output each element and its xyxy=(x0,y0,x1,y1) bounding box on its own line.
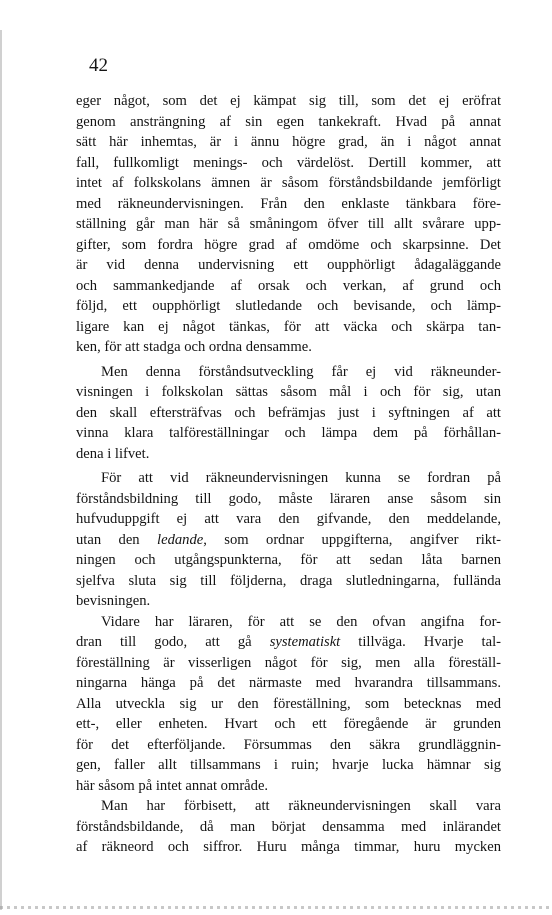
text-line xyxy=(76,530,501,551)
text-fragment: tillväga. Hvarje tal- xyxy=(340,634,502,650)
text-line: förståndsbildning till godo, måste läraren anse såsom sin xyxy=(76,490,501,507)
text-line: är vid denna undervisning ett oupphörligt ådagaläggande xyxy=(76,257,501,273)
text-line: ningen och utgångspunkterna, för att sedan låta barnen xyxy=(76,552,501,568)
text-line: vinna klara talföreställningar och lämpa dem på förhållan- xyxy=(76,425,501,441)
text-line: af räkneord och siffror. Huru många timmar, huru mycken xyxy=(76,839,501,855)
text-line: här såsom på intet annat område. xyxy=(76,777,269,794)
text-line: ställning går man här så småningom öfver till allt svårare upp- xyxy=(76,216,501,232)
text-line: Men denna förståndsutveckling får ej vid räkneunder- xyxy=(101,363,501,380)
text-line: och sammankedjande af orsak och verkan, af grund och xyxy=(76,277,501,294)
text-line: visningen i folkskolan sättas såsom mål i och för sig, utan xyxy=(76,384,501,400)
text-fragment: dran till godo, att gå xyxy=(76,634,270,650)
text-line: dena i lifvet. xyxy=(76,445,150,462)
text-line: För att vid räkneundervisningen kunna se fordran på xyxy=(101,470,501,486)
text-line: gifter, som fordra högre grad af omdöme och skarpsinne. Det xyxy=(76,236,501,253)
text-line: ken, för att stadga och ordna densamme. xyxy=(76,339,312,355)
text-line: föreställning är visserligen något för sig, men alla föreställ- xyxy=(76,654,501,671)
text-line: gen, faller allt tillsammans i ruin; hvarje lucka hämnar sig xyxy=(76,757,501,773)
text-line: sätt här inhemtas, är i ännu högre grad, än i något annat xyxy=(76,134,501,150)
body-text xyxy=(76,91,501,858)
emphasis-systematiskt: systematiskt xyxy=(269,634,341,650)
text-line: genom ansträngning af sin egen tankekraft. Hvad på annat xyxy=(76,113,501,130)
text-line: sjelfva sluta sig till följderna, draga slutledningarna, fullända xyxy=(76,572,501,589)
text-line: bevisningen. xyxy=(76,593,151,609)
page-edge xyxy=(0,30,2,910)
text-fragment: utan den xyxy=(76,531,158,548)
text-line: Man har förbisett, att räkneundervisningen skall vara xyxy=(101,798,501,814)
text-line: följd, ett oupphörligt slutledande och bevisande, och lämp- xyxy=(76,298,501,314)
text-line: förståndsbildande, då man börjat densamma med inlärandet xyxy=(76,818,501,835)
text-line: ett-, eller enheten. Hvart och ett föregående är grunden xyxy=(76,716,501,732)
text-line: eger något, som det ej kämpat sig till, som det ej eröfrat xyxy=(76,93,501,109)
text-fragment: , som ordnar uppgifterna, angifver rikt- xyxy=(203,531,502,548)
page-number: 42 xyxy=(89,55,108,76)
text-line: intet af folkskolans ämnen är såsom förståndsbildande jemförligt xyxy=(76,175,501,191)
text-line: Alla utveckla sig ur den föreställning, som betecknas med xyxy=(76,695,501,712)
text-line: ningarna hänga på det närmaste med hvarandra tillsammans. xyxy=(76,675,501,691)
text-line: för det efterföljande. Försummas den säkra grundläggnin- xyxy=(76,736,501,753)
text-line: med räkneundervisningen. Från den enklaste tänkbara före- xyxy=(76,195,501,212)
page-bottom-edge xyxy=(0,906,552,909)
text-line: ligare kan ej något tänkas, för att väcka och skärpa tan- xyxy=(76,318,501,335)
text-line: fall, fullkomligt menings- och värdelöst. Dertill kommer, att xyxy=(76,154,501,171)
text-line: hufvuduppgift ej att vara den gifvande, den meddelande, xyxy=(76,511,501,527)
text-line xyxy=(76,632,501,653)
emphasis-ledande: ledande xyxy=(157,531,204,548)
text-line: den skall eftersträfvas och befrämjas just i syftningen af att xyxy=(76,404,501,421)
text-line: Vidare har läraren, för att se den ofvan angifna for- xyxy=(101,613,501,630)
